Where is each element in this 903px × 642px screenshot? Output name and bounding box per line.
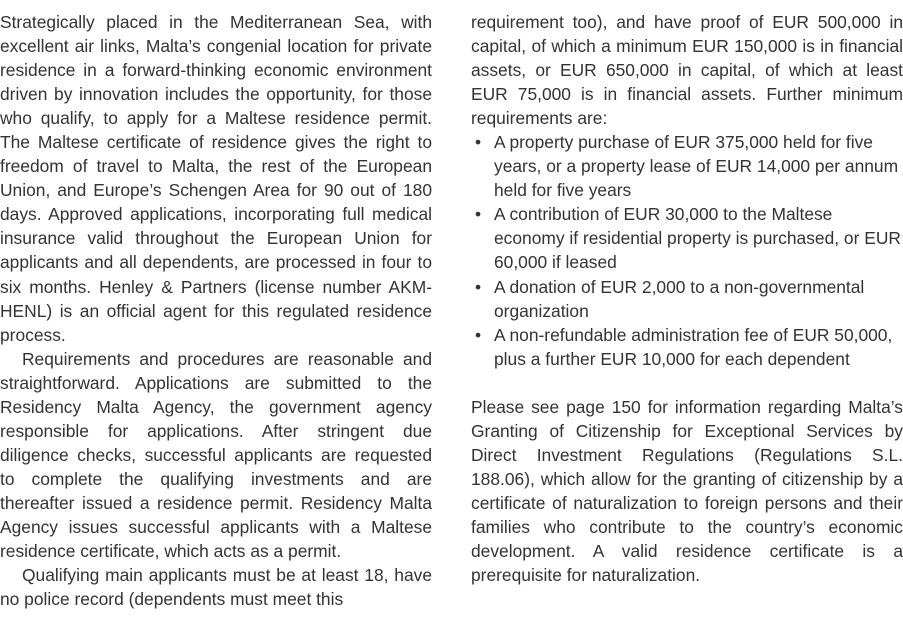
list-item: [471, 323, 903, 371]
list-item: [471, 275, 903, 323]
requirements-list: [471, 130, 903, 370]
list-item-text: A property purchase of EUR 375,000 held for five years, or a property lease of EUR 14,000 per annum held for five years: [494, 132, 899, 201]
qualifying-paragraph-start: Qualifying main applicants must be at least 18, have no police record (dependents must meet this: [0, 565, 432, 610]
list-item-text: A non-refundable administration fee of EUR 50,000, plus a further EUR 10,000 for each dependent: [494, 324, 893, 369]
list-item-text: A donation of EUR 2,000 to a non-governmental organization: [494, 276, 865, 321]
bullet-icon: •: [475, 276, 482, 297]
bullet-icon: •: [475, 204, 482, 225]
left-column: [0, 10, 432, 611]
citizenship-paragraph: Please see page 150 for information regarding Malta’s Granting of Citizenship for Exceptional Services by Direct Investment Regulations (Regulations S.L. 188.06), which allow for the granting of citizenship by a certificate of naturalization to foreign persons and their families who contribute to the country’s economic development. A valid residence certificate is a prerequisite for naturalization.: [471, 396, 903, 586]
qualifying-paragraph-continued: requirement too), and have proof of EUR 500,000 in capital, of which a minimum EUR 150,000 is in financial assets, or EUR 650,000 in capital, of which at least EUR 75,000 is in financial assets. Further minimum requirements are:: [471, 12, 903, 129]
bullet-icon: •: [475, 324, 482, 345]
right-column: [471, 10, 903, 587]
procedures-paragraph: Requirements and procedures are reasonable and straightforward. Applications are submitted to the Residency Malta Agency, the government agency responsible for applications. After stringent due diligence checks, successful applicants are requested to complete the qualifying investments and are thereafter issued a residence permit. Residency Malta Agency issues successful applicants with a Maltese residence certificate, which acts as a permit.: [0, 348, 432, 562]
list-item-text: A contribution of EUR 30,000 to the Maltese economy if residential property is purchased, or EUR 60,000 if leased: [494, 204, 901, 273]
bullet-icon: •: [475, 132, 482, 153]
list-item: [471, 202, 903, 274]
intro-paragraph: Strategically placed in the Mediterranean Sea, with excellent air links, Malta’s congenial location for private residence in a forward-thinking economic environment driven by innovation includes the opportunity, for those who qualify, to apply for a Maltese residence permit. The Maltese certificate of residence gives the right to freedom of travel to Malta, the rest of the European Union, and Europe’s Schengen Area for 90 out of 180 days. Approved applications, incorporating full medical insurance valid throughout the European Union for applicants and all dependents, are processed in four to six months. Henley & Partners (license number AKM-HENL) is an official agent for this regulated residence process.: [0, 12, 432, 345]
list-item: [471, 130, 903, 202]
paragraph-spacer: [471, 371, 903, 395]
